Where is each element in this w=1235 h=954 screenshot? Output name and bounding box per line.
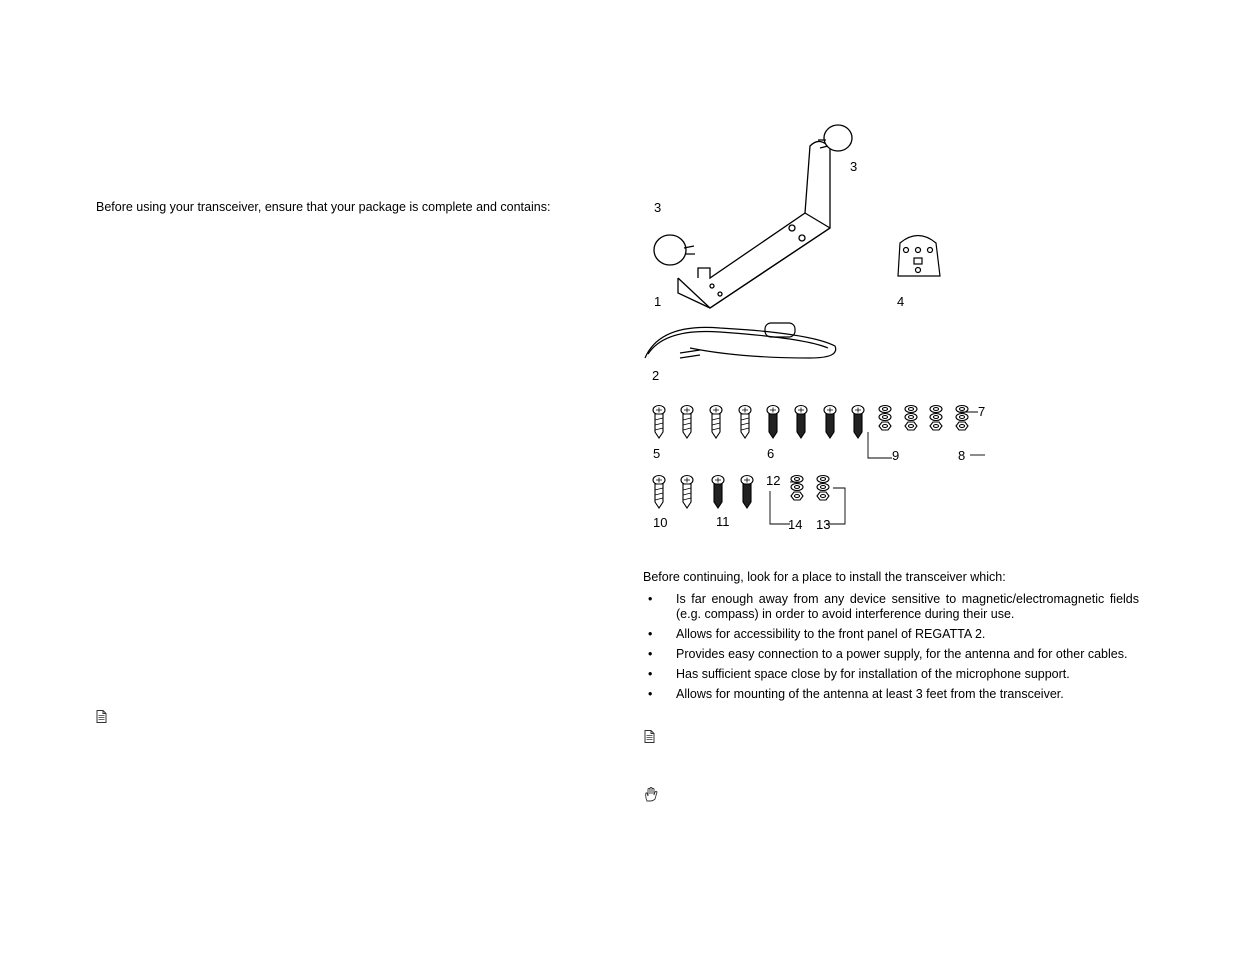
nut-washer-icon (905, 406, 917, 431)
hand-icon (644, 787, 658, 805)
nut-washer-icon (817, 476, 829, 501)
package-contents-intro: Before using your transceiver, ensure that your package is complete and contains: (96, 200, 551, 214)
knob (818, 125, 852, 151)
screw-icon (739, 406, 751, 439)
callout-label: 1 (654, 294, 662, 309)
screw-icon (795, 406, 807, 439)
nut-washer-icon (930, 406, 942, 431)
screw-icon (681, 476, 693, 509)
knob (654, 235, 695, 265)
screw-icon (653, 476, 665, 509)
list-item: • Is far enough away from any device sensitive to magnetic/electromagnetic fields (e.g. compass) in order to avoid interference during their use. (648, 592, 1139, 621)
list-item: • Allows for mounting of the antenna at least 3 feet from the transceiver. (648, 687, 1064, 701)
mounting-plate (898, 236, 940, 277)
callout-label: 13 (816, 517, 831, 532)
screw-icon (681, 406, 693, 439)
callout-label: 9 (892, 448, 900, 463)
list-item: • Allows for accessibility to the front panel of REGATTA 2. (648, 627, 986, 641)
callout-label: 4 (897, 294, 905, 309)
callout-label: 3 (850, 159, 858, 174)
screws (653, 406, 864, 509)
screw-icon (767, 406, 779, 439)
mounting-bracket (678, 141, 830, 308)
package-contents-figure (640, 118, 1000, 538)
callout-label: 14 (788, 517, 803, 532)
callout-label: 2 (652, 368, 660, 383)
callout-label: 3 (654, 200, 662, 215)
screw-icon (741, 476, 753, 509)
screw-icon (712, 476, 724, 509)
screw-icon (824, 406, 836, 439)
callout-label: 5 (653, 446, 661, 461)
list-item: • Provides easy connection to a power supply, for the antenna and for other cables. (648, 647, 1128, 661)
installation-intro: Before continuing, look for a place to install the transceiver which: (643, 570, 1006, 584)
note-icon (96, 710, 107, 725)
screw-icon (710, 406, 722, 439)
callout-label: 10 (653, 515, 668, 530)
screw-icon (852, 406, 864, 439)
installation-requirements (643, 592, 1139, 707)
callout-label: 11 (716, 514, 730, 529)
callout-label: 7 (978, 404, 986, 419)
nut-washer-icon (879, 406, 891, 431)
nuts-washers (791, 406, 968, 501)
callout-label: 8 (958, 448, 966, 463)
list-item: • Has sufficient space close by for installation of the microphone support. (648, 667, 1070, 681)
note-icon (644, 730, 655, 745)
nut-washer-icon (791, 476, 803, 501)
callout-label: 12 (766, 473, 781, 488)
nut-washer-icon (956, 406, 968, 431)
screw-icon (653, 406, 665, 439)
power-cable (645, 323, 836, 358)
callout-label: 6 (767, 446, 775, 461)
